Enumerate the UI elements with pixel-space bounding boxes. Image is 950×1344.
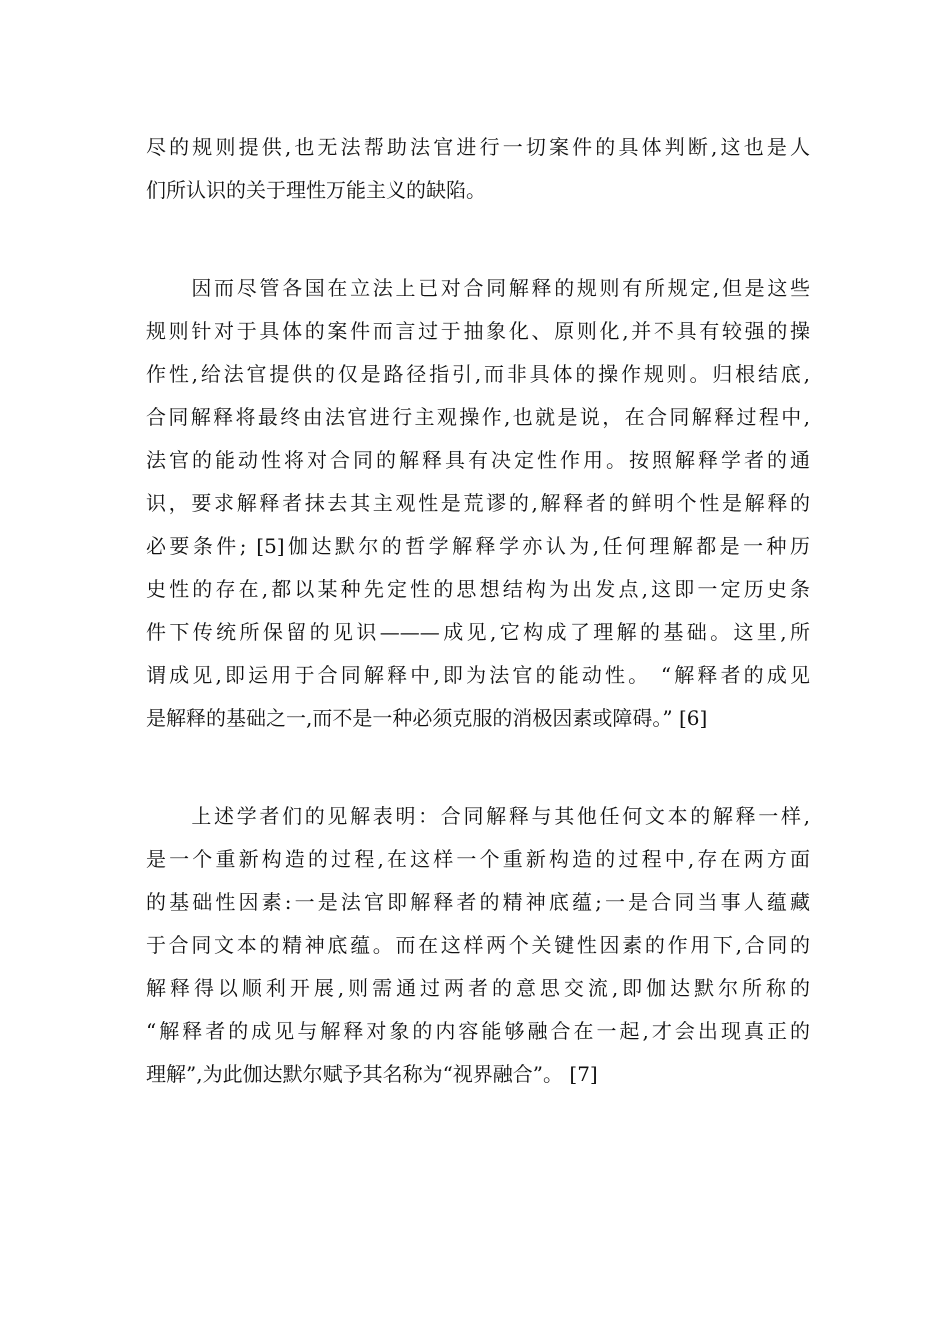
text-line: 是解释的基础之一,而不是一种必须克服的消极因素或障碍。” [6] — [146, 706, 708, 730]
text-line: 于合同文本的精神底蕴。而在这样两个关键性因素的作用下,合同的 — [146, 933, 810, 957]
text-line: 件下传统所保留的见识———成见,它构成了理解的基础。这里,所 — [146, 620, 810, 644]
paragraph-gap — [146, 212, 810, 267]
text-line: 因而尽管各国在立法上已对合同解释的规则有所规定,但是这些 — [146, 276, 810, 300]
text-line: 规则针对于具体的案件而言过于抽象化、原则化,并不具有较强的操 — [146, 319, 810, 343]
paragraph-1 — [146, 126, 810, 212]
text-line: 们所认识的关于理性万能主义的缺陷。 — [146, 178, 486, 202]
text-line: 是一个重新构造的过程,在这样一个重新构造的过程中,存在两方面 — [146, 847, 810, 871]
text-line: 尽的规则提供,也无法帮助法官进行一切案件的具体判断,这也是人 — [146, 135, 810, 159]
text-line: 法官的能动性将对合同的解释具有决定性作用。按照解释学者的通 — [146, 448, 810, 472]
text-line: 谓成见,即运用于合同解释中,即为法官的能动性。 “解释者的成见 — [146, 663, 810, 687]
text-line: 合同解释将最终由法官进行主观操作,也就是说，在合同解释过程中, — [146, 405, 810, 429]
text-line: 的基础性因素:一是法官即解释者的精神底蕴;一是合同当事人蕴藏 — [146, 890, 810, 914]
text-line: 必要条件; [5]伽达默尔的哲学解释学亦认为,任何理解都是一种历 — [146, 534, 810, 558]
text-line: 理解”,为此伽达默尔赋予其名称为“视界融合”。 [7] — [146, 1062, 598, 1086]
text-line: 上述学者们的见解表明：合同解释与其他任何文本的解释一样, — [146, 804, 810, 828]
paragraph-gap — [146, 740, 810, 795]
paragraph-3 — [146, 795, 810, 1096]
paragraph-2 — [146, 267, 810, 740]
text-line: “解释者的成见与解释对象的内容能够融合在一起,才会出现真正的 — [146, 1019, 810, 1043]
text-line: 作性,给法官提供的仅是路径指引,而非具体的操作规则。归根结底, — [146, 362, 810, 386]
text-line: 史性的存在,都以某种先定性的思想结构为出发点,这即一定历史条 — [146, 577, 810, 601]
document-page — [146, 126, 810, 1096]
text-line: 识，要求解释者抹去其主观性是荒谬的,解释者的鲜明个性是解释的 — [146, 491, 810, 515]
text-line: 解释得以顺利开展,则需通过两者的意思交流,即伽达默尔所称的 — [146, 976, 810, 1000]
